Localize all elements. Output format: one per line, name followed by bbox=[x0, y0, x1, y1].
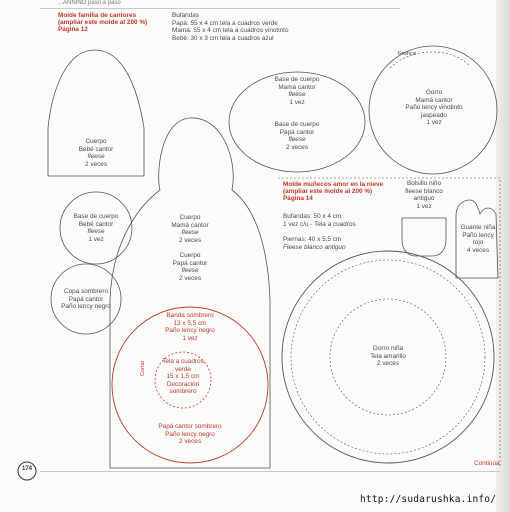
label-line: 2 veces bbox=[178, 236, 202, 244]
label-line: jaspeado bbox=[421, 111, 447, 119]
label-line: 2 veces bbox=[285, 143, 309, 151]
label-line: 15 x 1,5 cm bbox=[166, 373, 200, 381]
label-line: fleese bbox=[181, 229, 199, 237]
label-line: rojo bbox=[472, 239, 484, 247]
label-line: fleese bbox=[288, 136, 306, 144]
hat-cut-label: Cortar bbox=[140, 360, 146, 376]
label-line: 1 vez bbox=[426, 119, 442, 127]
mom-body-label bbox=[150, 214, 230, 244]
label-line: fleese bbox=[288, 91, 306, 99]
label-line: fleese blanco bbox=[405, 187, 443, 195]
label-line: Mamá cantor bbox=[171, 221, 209, 229]
label-line: Paño lency negro bbox=[165, 430, 215, 438]
hat-decoration-label bbox=[152, 358, 214, 396]
label-line: Guante niña bbox=[460, 224, 496, 231]
label-line: Cuerpo bbox=[85, 138, 107, 145]
label-line: Mamá cantor bbox=[278, 83, 316, 91]
hat-band-label bbox=[146, 312, 234, 342]
label-line: 1 vez bbox=[289, 98, 305, 106]
label-line: 4 veces bbox=[466, 246, 490, 254]
spacer bbox=[283, 228, 356, 236]
label-line: Base de cuerpo bbox=[274, 121, 320, 128]
family-pattern-scale: (ampliar este molde al 200 %) bbox=[58, 19, 148, 26]
mom-hat-gather-label: Frunce bbox=[398, 51, 417, 57]
dad-crown-label bbox=[52, 288, 120, 311]
label-line: Papá cantor bbox=[279, 128, 315, 136]
scarf-line: Bebé: 30 x 3 cm tela a cuadros azul bbox=[172, 34, 274, 42]
label-line: 2 veces bbox=[178, 438, 202, 446]
label-line: Papá cantor sombrero bbox=[158, 423, 222, 430]
label-line: 1 vez bbox=[416, 202, 432, 210]
label-line: Bolsillo niño bbox=[406, 180, 442, 187]
label-line: Fleese blanco antiguo bbox=[283, 243, 346, 251]
label-line: 13 x 5,5 cm bbox=[173, 319, 207, 327]
label-line: fleese bbox=[181, 267, 199, 275]
label-line: Base de cuerpo bbox=[274, 76, 320, 83]
label-line: 2 veces bbox=[376, 360, 400, 368]
continue-label: Continúa bbox=[474, 460, 500, 467]
watermark-url: http://sudarushka.info/ bbox=[360, 494, 497, 505]
label-line: antiguo bbox=[413, 195, 435, 203]
label-line: Paño lency negro bbox=[165, 327, 215, 335]
scarf-line: Papá: 55 x 4 cm tela a cuadros verde bbox=[172, 19, 278, 27]
label-line: Tela a cuadros bbox=[162, 358, 204, 365]
section-tag: ...ANNINO paso a paso bbox=[58, 0, 121, 6]
label-line: Decoración bbox=[166, 380, 200, 388]
family-pattern-title: Molde familia de cantores bbox=[58, 12, 137, 19]
girl-hat-label bbox=[348, 345, 428, 368]
scarves-title: Bufandas bbox=[172, 12, 200, 19]
base-baby-label bbox=[64, 213, 128, 243]
label-line: Paño lency vinotinto bbox=[405, 104, 463, 112]
label-line: Papá cantor bbox=[68, 295, 104, 303]
base-dad-label bbox=[255, 121, 339, 151]
snow-scarves-block bbox=[283, 213, 356, 251]
label-line: Cuerpo bbox=[179, 252, 201, 259]
snow-pattern-title: Molde muñecos amor en la nieve bbox=[283, 181, 384, 188]
label-line: Paño lency negro bbox=[61, 303, 111, 311]
label-line: Piernas: 40 x 5,5 cm bbox=[283, 236, 342, 244]
label-line: Papá cantor bbox=[172, 259, 208, 267]
label-line: Cuerpo bbox=[179, 214, 201, 221]
boy-pocket-outline bbox=[402, 218, 446, 256]
baby-body-label bbox=[56, 138, 136, 168]
base-mom-label bbox=[255, 76, 339, 106]
label-line: 1 vez bbox=[182, 334, 198, 342]
label-line: 1 vez bbox=[88, 235, 104, 243]
label-line: Copa sombrero bbox=[63, 288, 109, 295]
label-line: 2 veces bbox=[84, 160, 108, 168]
label-line: Bufandas: 50 x 4 cm bbox=[283, 213, 342, 220]
scarves-block bbox=[172, 12, 289, 42]
footer-divider bbox=[40, 471, 500, 472]
snow-pattern-scale: (ampliar este molde al 200 %) bbox=[283, 188, 373, 195]
label-line: Paño lency bbox=[462, 231, 494, 239]
label-line: 2 veces bbox=[178, 274, 202, 282]
boy-pocket-label bbox=[392, 180, 456, 210]
label-line: verde bbox=[175, 365, 191, 373]
dad-body-label bbox=[150, 252, 230, 282]
label-line: 1 vez c/u - Tela a cuadros bbox=[283, 220, 356, 228]
label-line: Gorro bbox=[425, 89, 443, 96]
snow-pattern-page: Página 14 bbox=[283, 195, 313, 202]
label-line: fleese bbox=[87, 153, 105, 161]
family-pattern-page: Página 12 bbox=[58, 26, 88, 33]
mom-hat-label bbox=[390, 89, 478, 127]
label-line: Base de cuerpo bbox=[73, 213, 119, 220]
hat-brim-label bbox=[140, 423, 240, 446]
page-number-text: 174 bbox=[21, 466, 32, 472]
label-line: Gorro niña bbox=[372, 345, 404, 352]
label-line: sombrero bbox=[169, 388, 197, 396]
label-line: fleese bbox=[87, 228, 105, 236]
label-line: Bebé cantor bbox=[78, 220, 114, 228]
girl-glove-label bbox=[454, 224, 502, 254]
page-number bbox=[16, 460, 38, 482]
parent-body-outline bbox=[110, 118, 270, 468]
label-line: Banda sombrero bbox=[166, 312, 214, 319]
scarf-line: Mamá: 55 x 4 cm tela a cuadros vinotinto bbox=[172, 27, 289, 35]
label-line: Bebé cantor bbox=[78, 145, 114, 153]
label-line: Tela amarillo bbox=[370, 352, 406, 360]
label-line: Mamá cantor bbox=[415, 96, 453, 104]
